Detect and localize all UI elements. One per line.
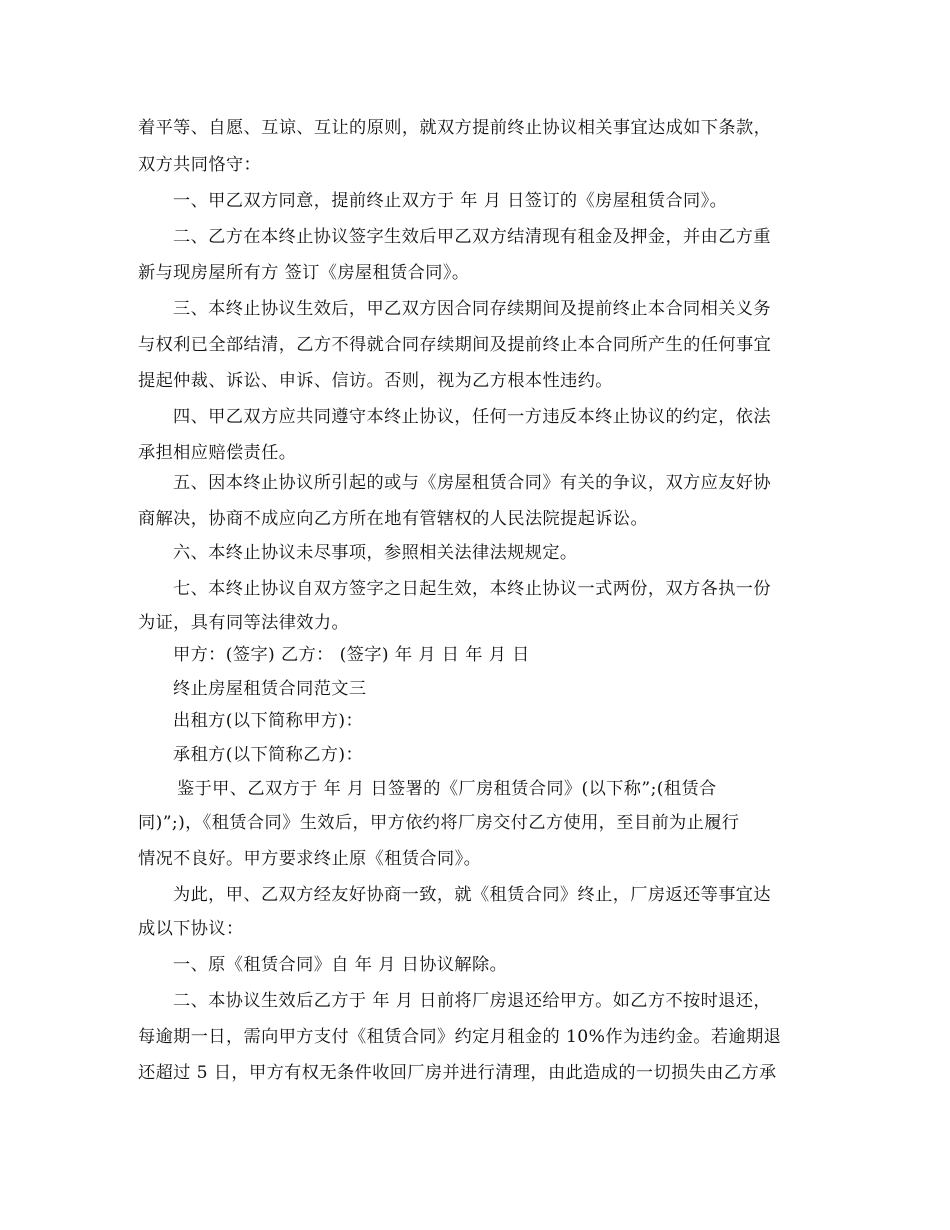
text-line: 六、本终止协议未尽事项，参照相关法律法规规定。 (173, 543, 578, 563)
text-line: 为证，具有同等法律效力。 (138, 613, 350, 633)
text-line: 着平等、自愿、互谅、互让的原则，就双方提前终止协议相关事宜达成如下条款， (138, 118, 772, 138)
text-line: 商解决，协商不成应向乙方所在地有管辖权的人民法院提起诉讼。 (138, 509, 649, 529)
signature-line: 甲方：(签字) 乙方： (签字) 年 月 日 年 月 日 (173, 645, 530, 665)
text-line: 同)”;)，《租赁合同》生效后，甲方依约将厂房交付乙方使用，至目前为止履行 (138, 813, 740, 833)
text-line: 一、甲乙双方同意，提前终止双方于 年 月 日签订的《房屋租赁合同》。 (173, 191, 728, 211)
lessor-line: 出租方(以下简称甲方)： (173, 711, 364, 731)
text-line: 二、本协议生效后乙方于 年 月 日前将厂房退还给甲方。如乙方不按时退还， (173, 991, 771, 1011)
text-line: 二、乙方在本终止协议签字生效后甲乙双方结清现有租金及押金，并由乙方重 (173, 227, 771, 247)
text-line: 新与现房屋所有方 签订《房屋租赁合同》。 (138, 263, 470, 283)
lessee-line: 承租方(以下简称乙方)： (173, 745, 364, 765)
text-line: 一、原《租赁合同》自 年 月 日协议解除。 (173, 955, 508, 975)
text-line: 四、甲乙双方应共同遵守本终止协议，任何一方违反本终止协议的约定，依法 (173, 407, 771, 427)
text-line: 成以下协议： (138, 919, 244, 939)
text-line: 五、因本终止协议所引起的或与《房屋租赁合同》有关的争议，双方应友好协 (173, 473, 771, 493)
text-line: 还超过 5 日，甲方有权无条件收回厂房并进行清理，由此造成的一切损失由乙方承 (138, 1063, 777, 1083)
text-line: 每逾期一日，需向甲方支付《租赁合同》约定月租金的 10%作为违约金。若逾期退 (138, 1027, 782, 1047)
text-line: 提起仲裁、诉讼、申诉、信访。否则，视为乙方根本性违约。 (138, 371, 613, 391)
text-line: 承担相应赔偿责任。 (138, 443, 297, 463)
text-line: 与权利已全部结清，乙方不得就合同存续期间及提前终止本合同所产生的任何事宜 (138, 335, 772, 355)
text-line: 情况不良好。甲方要求终止原《租赁合同》。 (138, 849, 482, 869)
text-line: 三、本终止协议生效后，甲乙双方因合同存续期间及提前终止本合同相关义务 (173, 299, 771, 319)
text-line: 七、本终止协议自双方签字之日起生效，本终止协议一式两份，双方各执一份 (173, 579, 771, 599)
text-line: 鉴于甲、乙双方于 年 月 日签署的《厂房租赁合同》(以下称”;(租赁合 (177, 779, 717, 799)
text-line: 为此，甲、乙双方经友好协商一致，就《租赁合同》终止，厂房返还等事宜达 (173, 885, 771, 905)
section-heading: 终止房屋租赁合同范文三 (173, 679, 367, 699)
text-line: 双方共同恪守： (138, 155, 262, 175)
